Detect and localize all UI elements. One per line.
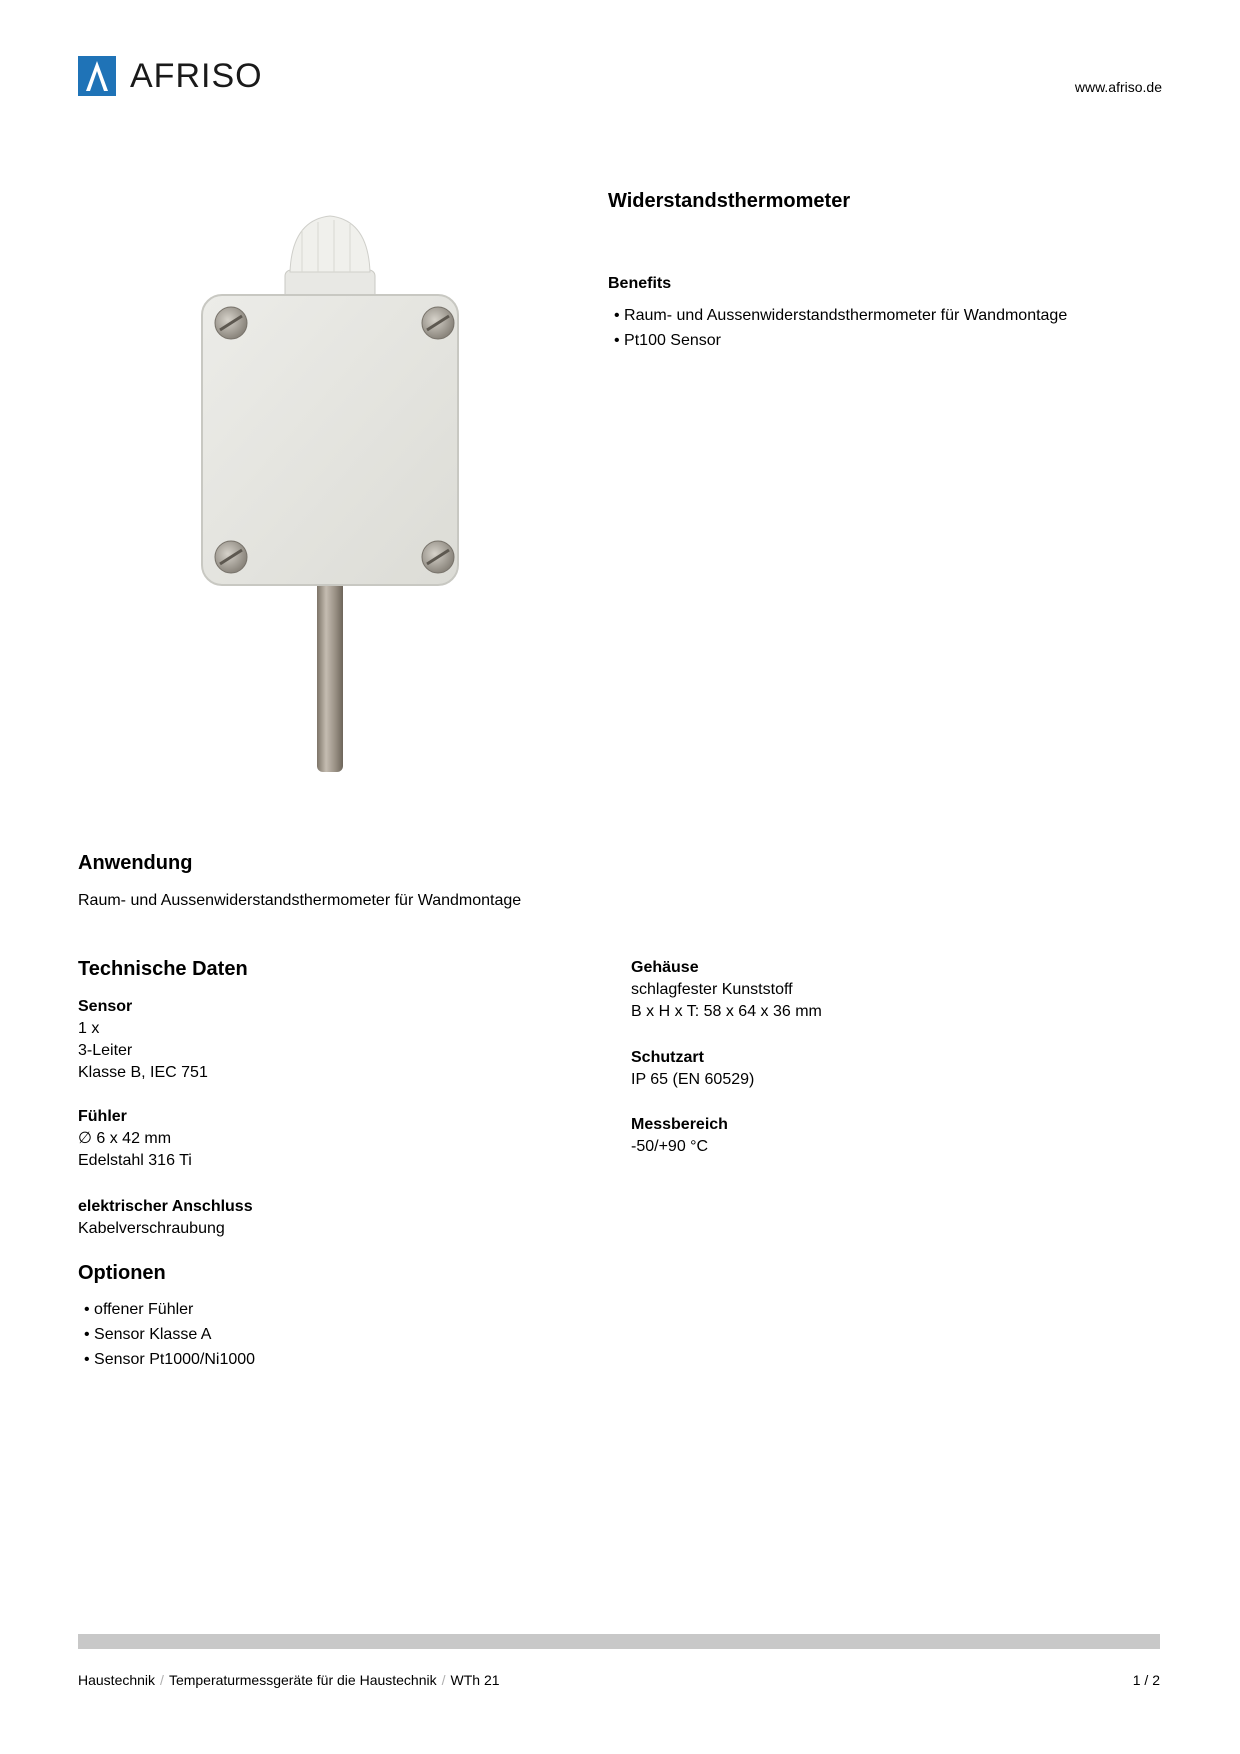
logo-text: AFRISO xyxy=(130,56,263,95)
footer-divider-bar xyxy=(78,1634,1160,1649)
product-image xyxy=(170,200,510,780)
spec-value: 3-Leiter xyxy=(78,1042,133,1059)
spec-label: elektrischer Anschluss xyxy=(78,1198,253,1215)
breadcrumb-item[interactable]: Temperaturmessgeräte für die Haustechnik xyxy=(168,1672,437,1688)
spec-value: B x H x T: 58 x 64 x 36 mm xyxy=(631,1003,822,1020)
breadcrumb-separator: / xyxy=(441,1672,446,1688)
benefit-item: • Pt100 Sensor xyxy=(614,328,1067,353)
product-title: Widerstandsthermometer xyxy=(608,190,851,212)
spec-value: -50/+90 °C xyxy=(631,1138,709,1155)
spec-label: Fühler xyxy=(78,1108,127,1125)
website-link[interactable]: www.afriso.de xyxy=(1074,79,1162,95)
spec-label: Messbereich xyxy=(631,1116,728,1133)
spec-value: 1 x xyxy=(78,1020,100,1037)
spec-value: Kabelverschraubung xyxy=(78,1220,225,1237)
option-item: • Sensor Klasse A xyxy=(84,1322,255,1347)
spec-value: Edelstahl 316 Ti xyxy=(78,1152,192,1169)
optionen-list xyxy=(84,1297,255,1372)
afriso-logo xyxy=(78,56,304,96)
logo-mark-icon xyxy=(78,56,116,96)
page-number: 1 / 2 xyxy=(1132,1672,1160,1688)
spec-sensor xyxy=(78,996,208,1084)
spec-label: Sensor xyxy=(78,998,133,1015)
breadcrumb xyxy=(78,1672,500,1688)
breadcrumb-separator: / xyxy=(160,1672,164,1688)
option-item: • offener Fühler xyxy=(84,1297,255,1322)
benefits-list xyxy=(614,303,1067,353)
benefits-heading: Benefits xyxy=(608,275,672,292)
anwendung-heading: Anwendung xyxy=(78,852,193,874)
spec-anschluss xyxy=(78,1196,253,1240)
spec-messbereich xyxy=(631,1114,728,1158)
spec-fuehler xyxy=(78,1106,192,1172)
spec-value: IP 65 (EN 60529) xyxy=(631,1071,755,1088)
option-item: • Sensor Pt1000/Ni1000 xyxy=(84,1347,255,1372)
spec-label: Schutzart xyxy=(631,1049,704,1066)
breadcrumb-item[interactable]: Haustechnik xyxy=(78,1672,156,1688)
spec-gehaeuse xyxy=(631,957,822,1023)
benefit-item: • Raum- und Aussenwiderstandsthermometer für Wandmontage xyxy=(614,303,1067,328)
optionen-heading: Optionen xyxy=(78,1262,166,1284)
spec-schutzart xyxy=(631,1047,754,1091)
spec-value: Klasse B, IEC 751 xyxy=(78,1064,208,1081)
spec-label: Gehäuse xyxy=(631,959,699,976)
spec-value: ∅ 6 x 42 mm xyxy=(78,1130,172,1147)
anwendung-text: Raum- und Aussenwiderstandsthermometer für Wandmontage xyxy=(78,892,522,909)
spec-value: schlagfester Kunststoff xyxy=(631,981,793,998)
technische-daten-heading: Technische Daten xyxy=(78,958,248,980)
breadcrumb-item[interactable]: WTh 21 xyxy=(450,1672,500,1688)
